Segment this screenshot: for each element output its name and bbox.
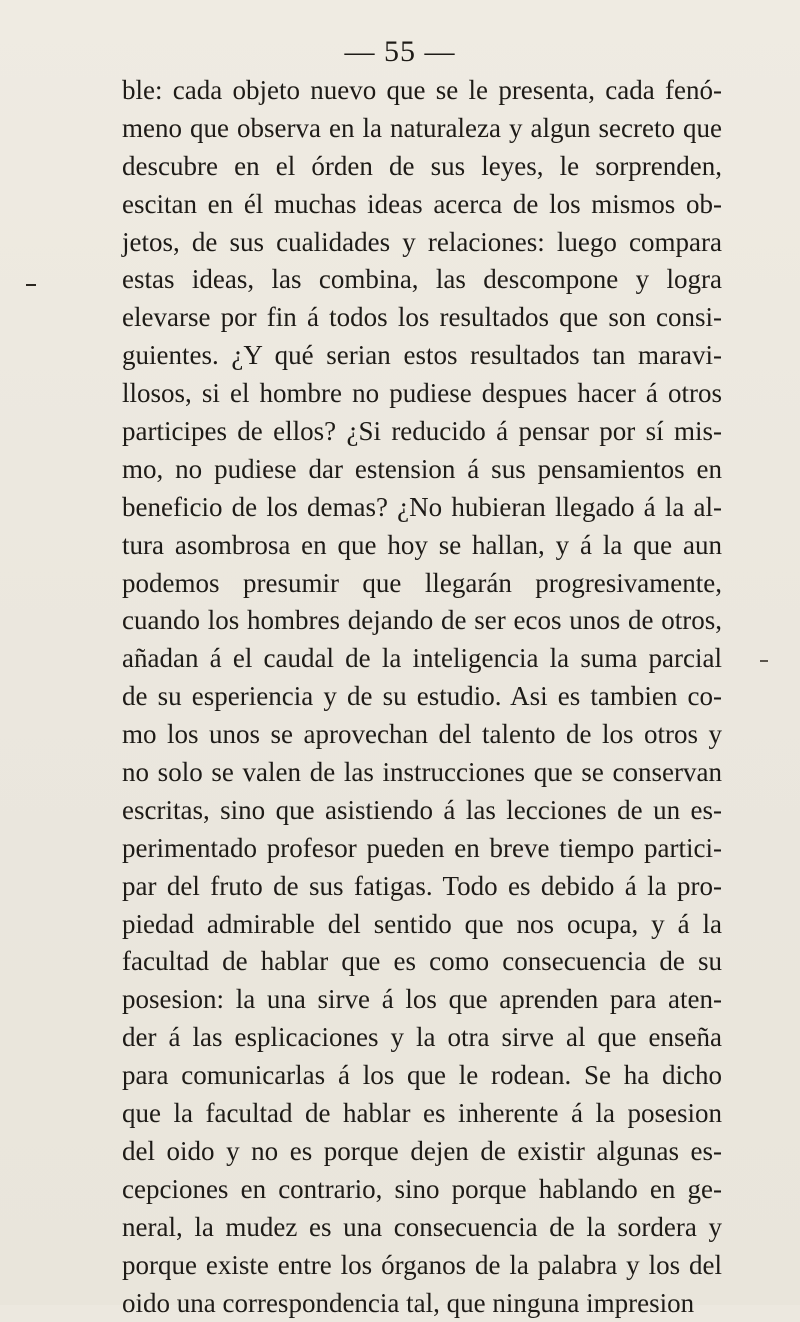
text-line: mo, no pudiese dar estension á sus pensamientos en [122, 451, 722, 489]
body-text [122, 72, 722, 1322]
edge-dash-mark [760, 660, 768, 662]
text-line: escritas, sino que asistiendo á las lecciones de un es- [122, 792, 722, 830]
text-line: del oido y no es porque dejen de existir algunas es- [122, 1133, 722, 1171]
text-line: elevarse por fin á todos los resultados que son consi- [122, 299, 722, 337]
text-line: oido una correspondencia tal, que ninguna impresion [122, 1285, 722, 1322]
text-line: guientes. ¿Y qué serian estos resultados tan maravi- [122, 337, 722, 375]
text-line: de su esperiencia y de su estudio. Asi es tambien co- [122, 678, 722, 716]
text-line: que la facultad de hablar es inherente á la posesion [122, 1095, 722, 1133]
text-line: mo los unos se aprovechan del talento de los otros y [122, 716, 722, 754]
text-line: posesion: la una sirve á los que aprenden para aten- [122, 981, 722, 1019]
text-line: podemos presumir que llegarán progresivamente, [122, 565, 722, 603]
text-line: tura asombrosa en que hoy se hallan, y á la que aun [122, 527, 722, 565]
text-line: perimentado profesor pueden en breve tiempo partici- [122, 830, 722, 868]
text-line: par del fruto de sus fatigas. Todo es debido á la pro- [122, 868, 722, 906]
text-line: llosos, si el hombre no pudiese despues hacer á otros [122, 375, 722, 413]
text-line: estas ideas, las combina, las descompone y logra [122, 261, 722, 299]
text-line: meno que observa en la naturaleza y algun secreto que [122, 110, 722, 148]
text-line: participes de ellos? ¿Si reducido á pensar por sí mis- [122, 413, 722, 451]
margin-dash-mark [26, 284, 36, 286]
text-line: para comunicarlas á los que le rodean. Se ha dicho [122, 1057, 722, 1095]
text-line: jetos, de sus cualidades y relaciones: luego compara [122, 224, 722, 262]
text-line: beneficio de los demas? ¿No hubieran llegado á la al- [122, 489, 722, 527]
text-line: porque existe entre los órganos de la palabra y los del [122, 1247, 722, 1285]
text-line: cuando los hombres dejando de ser ecos unos de otros, [122, 602, 722, 640]
text-line: der á las esplicaciones y la otra sirve al que enseña [122, 1019, 722, 1057]
text-line: piedad admirable del sentido que nos ocupa, y á la [122, 906, 722, 944]
text-line: descubre en el órden de sus leyes, le sorprenden, [122, 148, 722, 186]
text-line: facultad de hablar que es como consecuencia de su [122, 943, 722, 981]
page-number: — 55 — [0, 34, 800, 70]
text-line: cepciones en contrario, sino porque hablando en ge- [122, 1171, 722, 1209]
text-line: añadan á el caudal de la inteligencia la suma parcial [122, 640, 722, 678]
text-line: ble: cada objeto nuevo que se le presenta, cada fenó- [122, 72, 722, 110]
text-line: neral, la mudez es una consecuencia de la sordera y [122, 1209, 722, 1247]
text-line: no solo se valen de las instrucciones que se conservan [122, 754, 722, 792]
text-line: escitan en él muchas ideas acerca de los mismos ob- [122, 186, 722, 224]
